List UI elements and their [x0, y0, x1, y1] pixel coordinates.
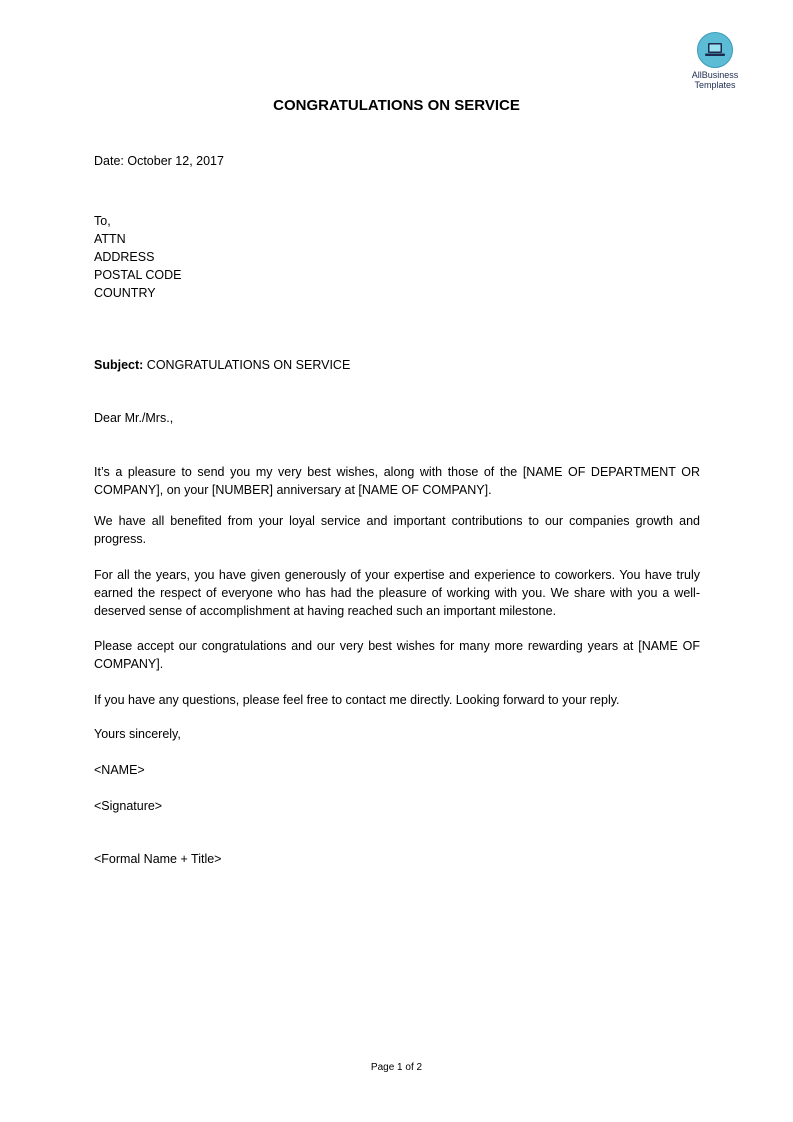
body-paragraph-5: If you have any questions, please feel free to contact me directly. Looking forward to your reply.	[94, 693, 620, 707]
page-number: Page 1 of 2	[370, 1062, 423, 1073]
body-paragraph-3: For all the years, you have given generously of your expertise and experience to coworkers. You have truly earned the respect of everyone who has had the pleasure of working with you. We share with you a well-deserved sense of accomplishment at having reached such an important milestone.	[94, 568, 700, 618]
letter-date: Date: October 12, 2017	[94, 154, 224, 168]
company-logo	[686, 32, 744, 90]
subject-label: Subject:	[94, 358, 144, 372]
signature-placeholder: <Signature>	[94, 799, 163, 813]
body-paragraph-4: Please accept our congratulations and our very best wishes for many more rewarding years at [NAME OF COMPANY].	[94, 639, 700, 671]
logo-text-line1: AllBusiness	[691, 70, 739, 80]
body-paragraph-2: We have all benefited from your loyal service and important contributions to our companies growth and progress.	[94, 514, 700, 546]
address-line-country: COUNTRY	[94, 286, 156, 300]
body-paragraph-1: It’s a pleasure to send you my very best wishes, along with those of the [NAME OF DEPARTMENT OR COMPANY], on your [NUMBER] anniversary at [NAME OF COMPANY].	[94, 465, 700, 497]
subject-text: CONGRATULATIONS ON SERVICE	[146, 358, 351, 372]
document-title: CONGRATULATIONS ON SERVICE	[273, 97, 520, 114]
logo-text-line2: Templates	[694, 80, 736, 90]
formal-name-placeholder: <Formal Name + Title>	[94, 852, 222, 866]
salutation: Dear Mr./Mrs.,	[94, 411, 174, 425]
subject-line	[94, 356, 350, 374]
address-line-to: To,	[94, 214, 111, 228]
address-line-postal-code: POSTAL CODE	[94, 268, 182, 282]
sender-name-placeholder: <NAME>	[94, 763, 145, 777]
laptop-icon	[697, 32, 733, 68]
closing: Yours sincerely,	[94, 727, 181, 741]
address-line-address: ADDRESS	[94, 250, 155, 264]
address-line-attn: ATTN	[94, 232, 126, 246]
